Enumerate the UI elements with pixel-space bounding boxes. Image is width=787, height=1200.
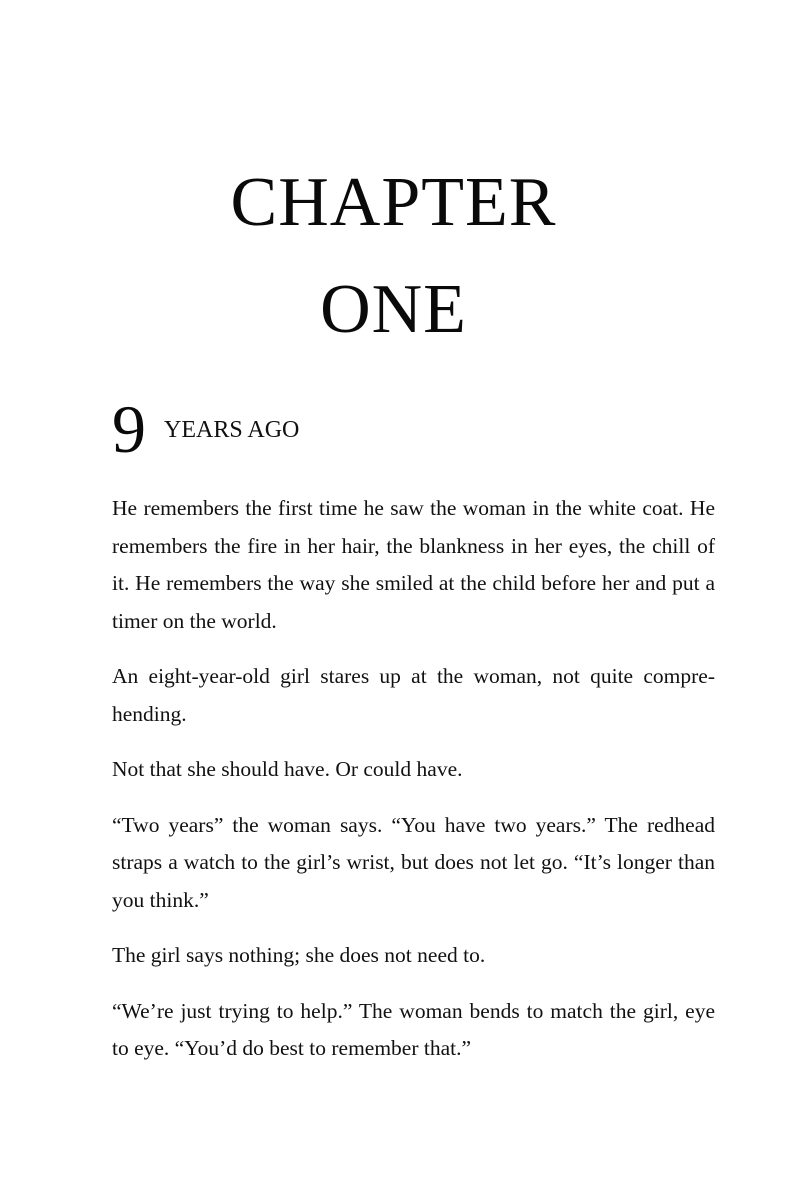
paragraph: The girl says nothing; she does not need to. [112, 943, 486, 967]
section-heading-text: YEARS AGO [164, 417, 300, 443]
paragraph: “We’re just trying to help.” The woman bends to match the girl, eye to eye. “You’d do best to remember that.” [112, 998, 715, 1060]
paragraph: Not that she should have. Or could have. [112, 757, 463, 781]
section-dropcap: 9 [112, 391, 146, 467]
chapter-number: ONE [320, 271, 467, 348]
chapter-body [112, 490, 715, 1086]
paragraph: “Two years” the woman says. “You have two years.” The redhead straps a watch to the girl’s wrist, but does not let go. “It’s longer than you think.” [112, 812, 715, 912]
paragraph: An eight-year-old girl stares up at the woman, not quite comprehending. [112, 664, 715, 726]
paragraph: He remembers the first time he saw the woman in the white coat. He remembers the fire in her hair, the blankness in her eyes, the chill of it. He remembers the way she smiled at the child before her and put a timer on the world. [112, 496, 715, 633]
chapter-label: CHAPTER [230, 164, 557, 241]
